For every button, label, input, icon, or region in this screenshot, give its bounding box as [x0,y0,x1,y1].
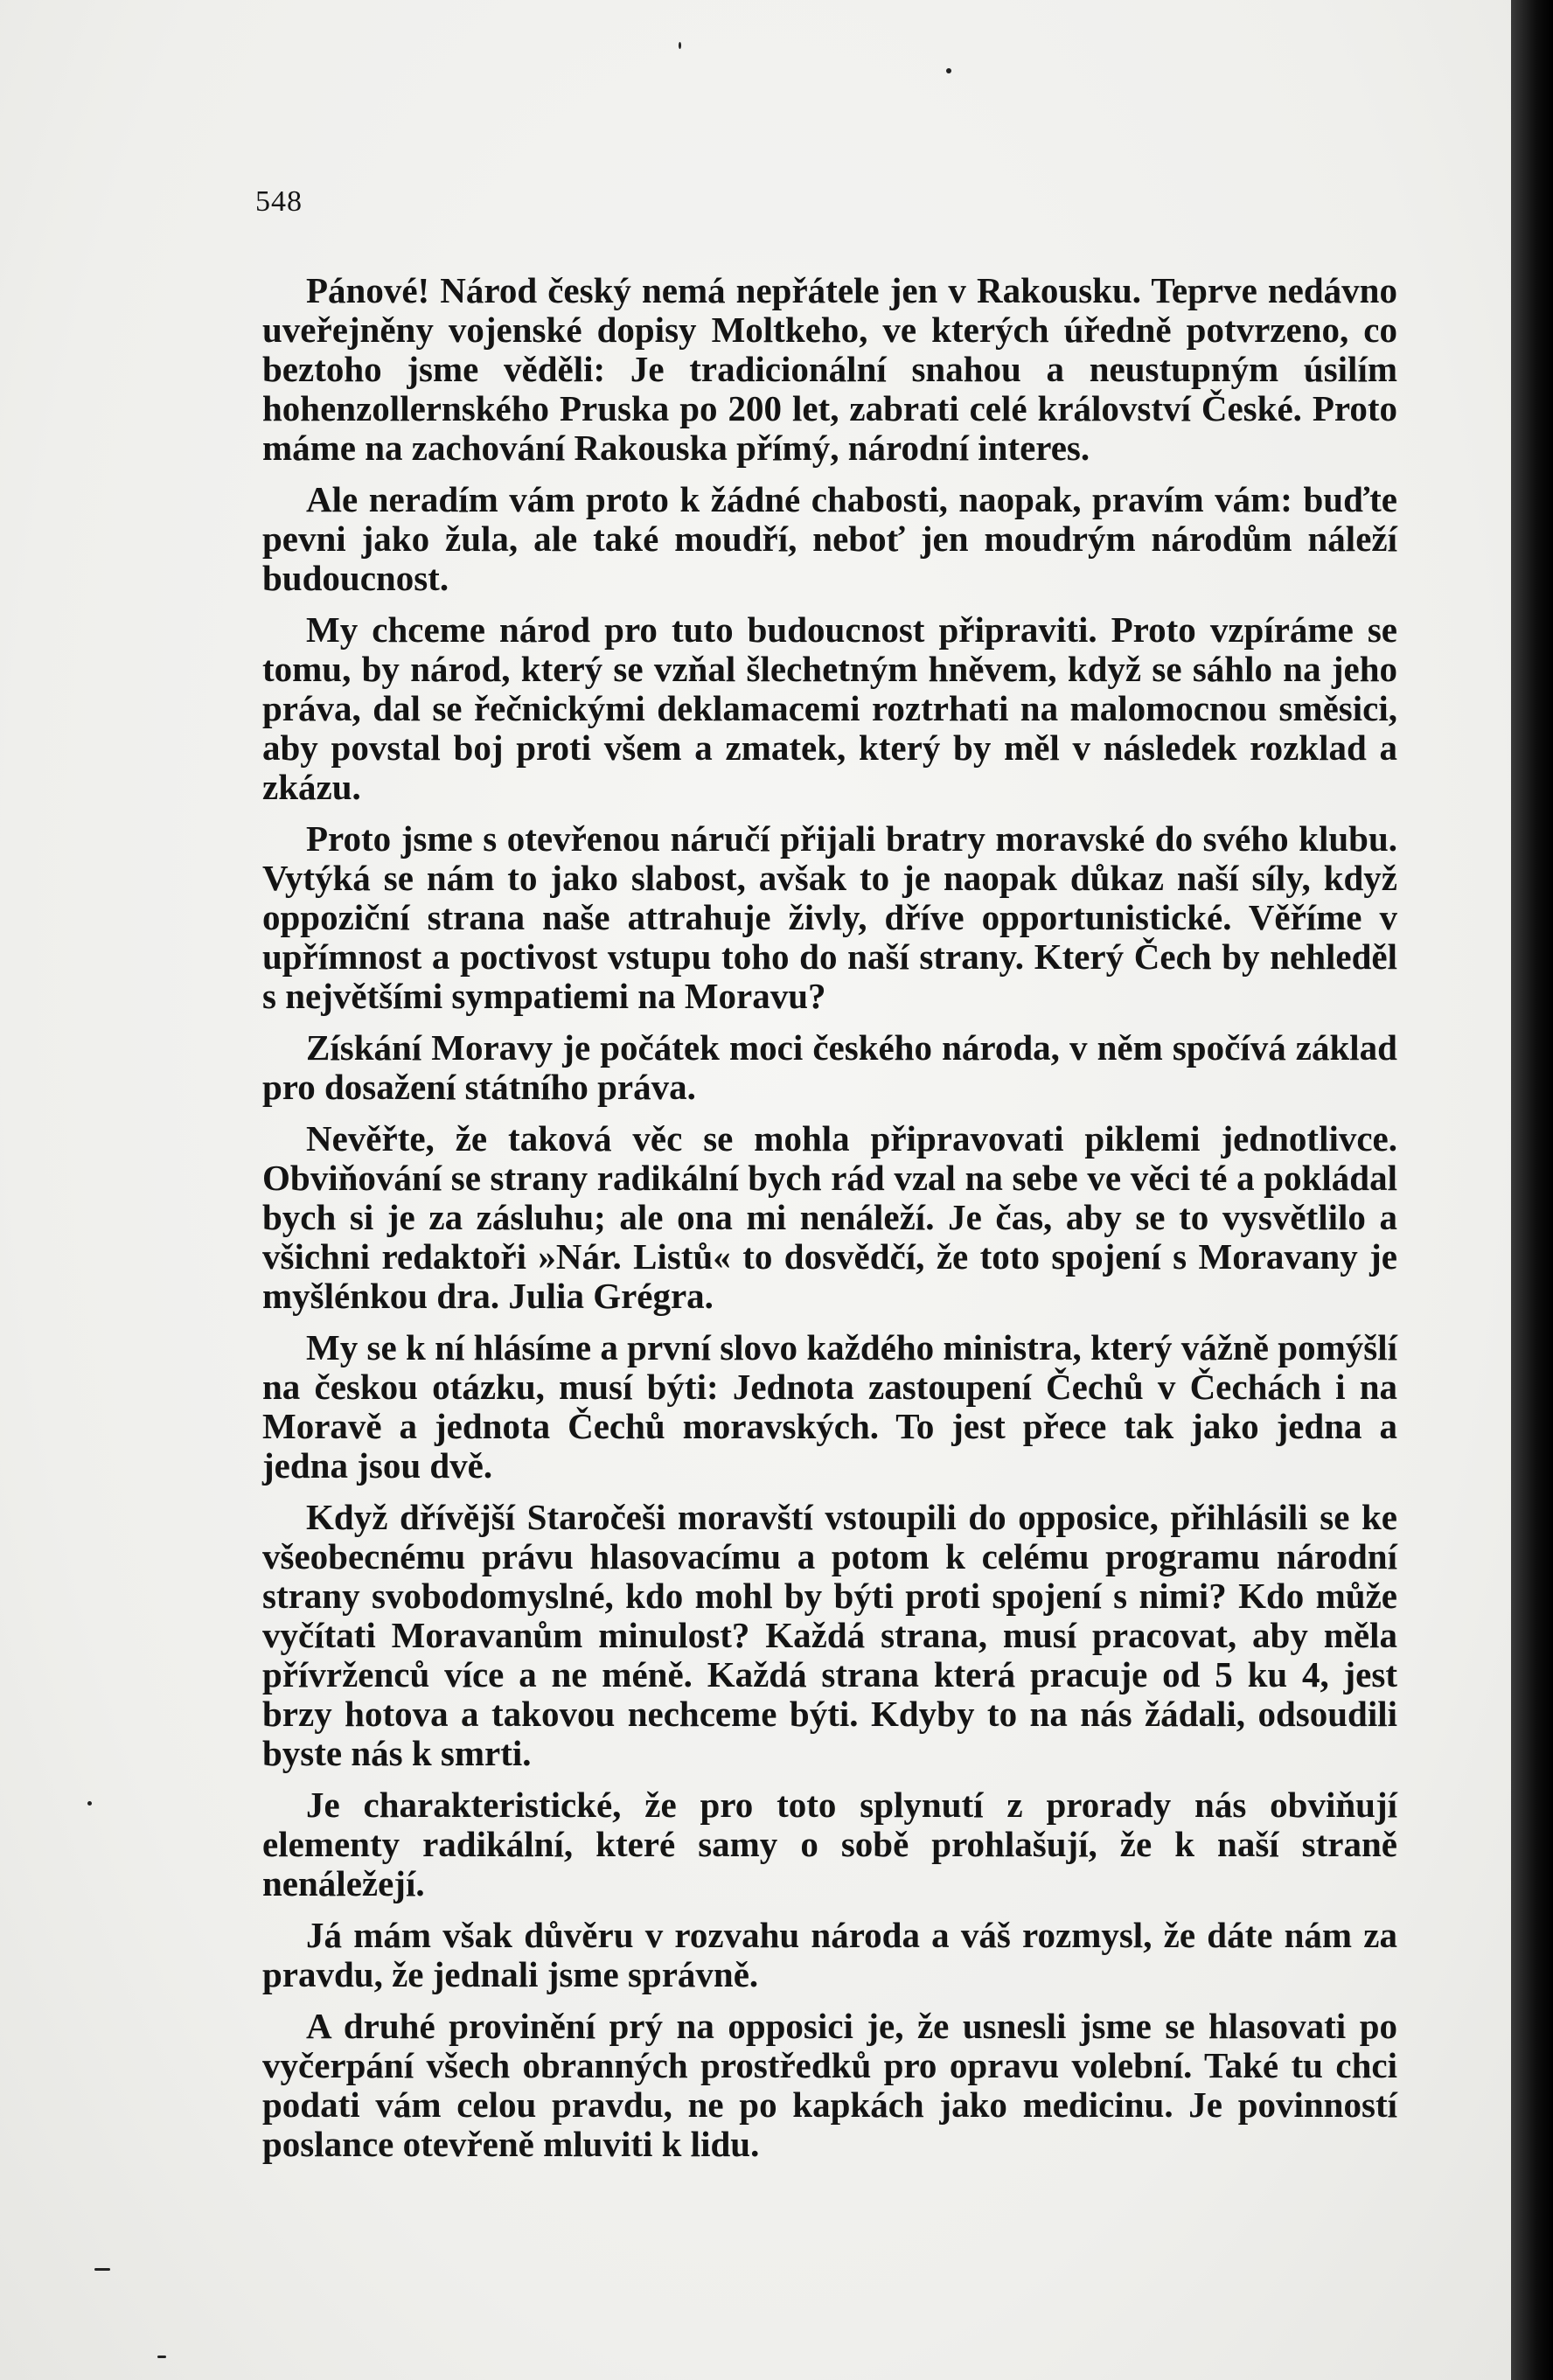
paragraph: Nevěřte, že taková věc se mohla připravovati piklemi jednotlivce. Obviňování se strany radikální bych rád vzal na sebe ve věci té a pokládal bych si je za zásluhu; ale ona mi nenáleží. Je čas, aby se to vysvětlilo a všichni redaktoři »Nár. Listů« to dosvědčí, že toto spojení s Moravany je myšlénkou dra. Julia Grégra. [262,1118,1397,1316]
paragraph: Když dřívější Staročeši moravští vstoupili do opposice, přihlásili se ke všeobecnému právu hlasovacímu a potom k celému programu národní strany svobodomyslné, kdo mohl by býti proti spojení s nimi? Kdo může vyčítati Moravanům minulost? Každá strana, musí pracovat, aby měla přívrženců více a ne méně. Každá strana která pracuje od 5 ku 4, jest brzy hotova a takovou nechceme býti. Kdyby to na nás žádali, odsoudili byste nás k smrti. [262,1497,1397,1773]
paragraph: My se k ní hlásíme a první slovo každého ministra, který vážně pomýšlí na českou otázku, musí býti: Jednota zastoupení Čechů v Čechách i na Moravě a jednota Čechů moravských. To jest přece tak jako jedna a jedna jsou dvě. [262,1327,1397,1486]
body-text [262,271,1397,2176]
scan-speck [946,68,951,73]
scan-speck [157,2356,166,2358]
paragraph: Získání Moravy je počátek moci českého národa, v něm spočívá základ pro dosažení státního práva. [262,1027,1397,1107]
scan-speck [94,2268,110,2271]
scan-speck [679,42,681,49]
page-edge-shadow [1511,0,1553,2380]
paragraph: Já mám však důvěru v rozvahu národa a váš rozmysl, že dáte nám za pravdu, že jednali jsme správně. [262,1915,1397,1994]
paragraph: Pánové! Národ český nemá nepřátele jen v Rakousku. Teprve nedávno uveřejněny vojenské dopisy Moltkeho, ve kterých úředně potvrzeno, co beztoho jsme věděli: Je tradicionální snahou a neustupným úsilím hohenzollernského Pruska po 200 let, zabrati celé království České. Proto máme na zachování Rakouska přímý, národní interes. [262,270,1397,468]
paragraph: A druhé provinění prý na opposici je, že usnesli jsme se hlasovati po vyčerpání všech obranných prostředků pro opravu volební. Také tu chci podati vám celou pravdu, ne po kapkách jako medicinu. Je povinností poslance otevřeně mluviti k lidu. [262,2006,1397,2164]
page-number: 548 [255,185,303,218]
scan-speck [87,1801,92,1806]
paragraph: Je charakteristické, že pro toto splynutí z prorady nás obviňují elementy radikální, které samy o sobě prohlašují, že k naší straně nenáležejí. [262,1785,1397,1903]
paragraph: My chceme národ pro tuto budoucnost připraviti. Proto vzpíráme se tomu, by národ, který se vzňal šlechetným hněvem, když se sáhlo na jeho práva, dal se řečnickými deklamacemi roztrhati na malomocnou směsici, aby povstal boj proti všem a zmatek, který by měl v následek rozklad a zkázu. [262,609,1397,807]
paragraph: Proto jsme s otevřenou náručí přijali bratry moravské do svého klubu. Vytýká se nám to jako slabost, avšak to je naopak důkaz naší síly, když oppoziční strana naše attrahuje živly, dříve opportunistické. Věříme v upřímnost a poctivost vstupu toho do naší strany. Který Čech by nehleděl s největšími sympatiemi na Moravu? [262,818,1397,1016]
paragraph: Ale neradím vám proto k žádné chabosti, naopak, pravím vám: buďte pevni jako žula, ale také moudří, neboť jen moudrým národům náleží budoucnost. [262,479,1397,598]
